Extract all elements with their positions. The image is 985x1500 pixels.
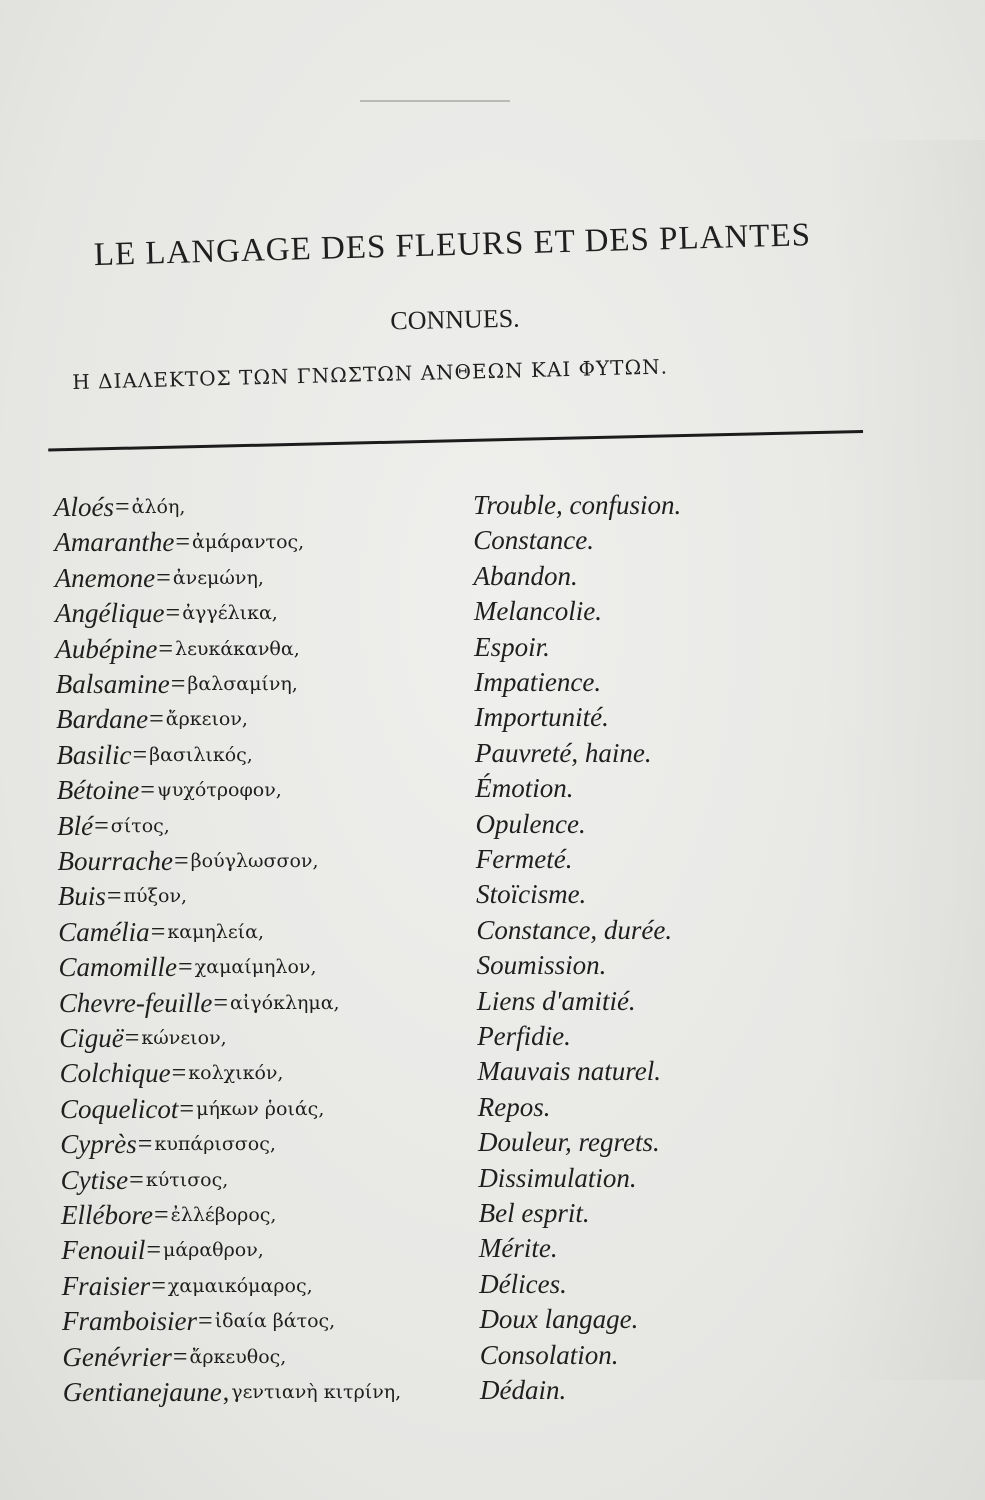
flower-term: Genévrier <box>62 1341 172 1372</box>
list-item <box>0 1091 985 1128</box>
flower-meaning: Constance. <box>473 525 595 556</box>
flower-meaning: Trouble, confusion. <box>473 490 682 520</box>
greek-name: χαμαίμηλον, <box>194 956 317 979</box>
flower-meaning: Liens d'amitié. <box>476 985 636 1016</box>
flower-term: Bourrache <box>57 846 173 876</box>
list-item <box>0 914 985 951</box>
greek-title: Η ΔΙΑΛΕΚΤΟΣ ΤΩΝ ΓΝΩΣΤΩΝ ΑΝΘΕΩΝ ΚΑΙ ΦΥΤΩΝ. <box>72 354 669 394</box>
flower-meaning: Délices. <box>479 1268 567 1299</box>
flower-term: Coquelicot <box>59 1093 179 1124</box>
list-item <box>0 1129 985 1163</box>
greek-name: λευκάκανθα, <box>175 637 300 660</box>
greek-name: ἄρκευθος, <box>189 1345 287 1368</box>
equals-sign: = <box>156 562 171 592</box>
flower-term: Camomille <box>58 952 178 983</box>
page-title: LE LANGAGE DES FLEURS ET DES PLANTES <box>93 217 812 274</box>
greek-name: αἰγόκλημα, <box>230 991 340 1014</box>
flower-meaning: Fermeté. <box>475 844 573 874</box>
equals-sign: = <box>179 1093 195 1123</box>
flower-meaning: Opulence. <box>475 808 586 839</box>
flower-meaning: Espoir. <box>474 631 550 662</box>
list-item <box>0 631 985 668</box>
flower-meaning: Dissimulation. <box>478 1162 637 1193</box>
greek-name: σίτος, <box>110 814 170 837</box>
list-item <box>0 492 985 526</box>
flower-term: Aloés <box>54 492 114 522</box>
list-item <box>0 560 985 597</box>
flower-meaning: Émotion. <box>475 773 574 804</box>
equals-sign: = <box>106 881 122 911</box>
greek-name: ἰδαία βάτος, <box>214 1310 336 1333</box>
list-item <box>0 1339 985 1376</box>
list-item <box>0 952 985 986</box>
greek-name: μήκων ῥοιάς, <box>196 1097 325 1120</box>
flower-term: Camélia <box>58 916 150 947</box>
equals-sign: = <box>137 1129 153 1159</box>
greek-name: ἀνεμώνη, <box>172 566 264 589</box>
flower-term: Framboisier <box>62 1306 198 1337</box>
list-item <box>0 1058 985 1092</box>
list-item <box>0 704 985 738</box>
equals-sign: = <box>158 633 174 663</box>
equals-sign: = <box>151 1270 166 1300</box>
flower-meaning: Constance, durée. <box>476 914 673 945</box>
greek-name: πύξον, <box>123 885 188 908</box>
flower-term: Aubépine <box>55 633 158 664</box>
equals-sign: = <box>140 775 155 805</box>
flower-meaning: Soumission. <box>476 950 607 981</box>
greek-name: βαλσαμίνη, <box>187 673 298 695</box>
flower-term: Blé <box>57 810 94 841</box>
greek-name: ψυχότροφον, <box>156 779 282 802</box>
flower-term: Balsamine <box>55 669 170 699</box>
equals-sign: = <box>170 669 186 698</box>
equals-sign: = <box>178 952 193 982</box>
equals-sign: = <box>213 987 228 1017</box>
equals-sign: , <box>222 1377 230 1406</box>
list-item <box>0 669 985 703</box>
flower-term: Angélique <box>55 598 165 629</box>
equals-sign: = <box>175 527 190 557</box>
greek-name: κώνειον, <box>141 1027 227 1049</box>
equals-sign: = <box>165 598 181 628</box>
list-item <box>0 1377 985 1411</box>
list-item <box>0 527 985 561</box>
greek-name: κολχικόν, <box>188 1062 284 1085</box>
list-item <box>0 808 985 845</box>
equals-sign: = <box>173 846 189 875</box>
equals-sign: = <box>115 492 130 521</box>
flower-meaning: Repos. <box>477 1091 551 1122</box>
equals-sign: = <box>129 1164 144 1194</box>
greek-name: ἀλόη, <box>131 496 186 518</box>
flower-meaning: Bel esprit. <box>478 1198 590 1228</box>
flower-meaning: Consolation. <box>479 1339 619 1370</box>
flower-term: Colchique <box>59 1058 171 1089</box>
flower-term: Amaranthe <box>54 527 175 558</box>
greek-name: ἄρκειον, <box>165 708 248 731</box>
flower-meaning: Pauvreté, haine. <box>474 737 652 768</box>
equals-sign: = <box>171 1058 187 1088</box>
flower-meaning: Abandon. <box>473 560 578 591</box>
flower-term: Anemone <box>54 562 156 593</box>
list-item <box>0 1235 985 1269</box>
list-item <box>0 1023 985 1057</box>
list-item <box>0 1162 985 1199</box>
flower-term: Cytise <box>60 1164 129 1195</box>
flower-meaning: Stoïcisme. <box>476 879 587 910</box>
flower-term: Bétoine <box>56 775 140 806</box>
flower-meaning: Douleur, regrets. <box>478 1127 660 1158</box>
flower-term: Chevre-feuille <box>58 987 213 1018</box>
list-item <box>0 737 985 774</box>
equals-sign: = <box>172 1341 188 1371</box>
list-item <box>0 775 985 809</box>
greek-name: κυπάρισσος, <box>154 1133 276 1156</box>
greek-name: κύτισος, <box>145 1168 229 1191</box>
greek-name: βούγλωσσον, <box>190 850 319 872</box>
flower-term: Fenouil <box>61 1235 146 1266</box>
greek-name: ἀγγέλικα, <box>182 602 278 625</box>
flower-term: Ellébore <box>61 1200 153 1230</box>
greek-name: ἐλλέβορος, <box>170 1204 277 1226</box>
flower-term: Buis <box>57 881 106 912</box>
equals-sign: = <box>198 1306 213 1336</box>
flower-term: Fraisier <box>61 1270 151 1301</box>
flower-term: Cyprès <box>60 1129 137 1160</box>
flower-term: Gentianejaune <box>62 1377 222 1407</box>
greek-name: μάραθρον, <box>163 1239 264 1262</box>
list-item <box>0 598 985 632</box>
flower-meaning: Mauvais naturel. <box>477 1056 661 1087</box>
list-item <box>0 881 985 915</box>
list-item <box>0 1200 985 1234</box>
greek-name: ἀμάραντος, <box>192 531 305 554</box>
flower-meaning: Mérite. <box>478 1233 558 1264</box>
list-item <box>0 846 985 880</box>
flower-meaning: Doux langage. <box>479 1304 639 1335</box>
equals-sign: = <box>94 810 109 840</box>
greek-name: βασιλικός, <box>149 743 253 766</box>
equals-sign: = <box>132 739 148 769</box>
list-item <box>0 985 985 1022</box>
equals-sign: = <box>149 704 164 734</box>
flower-term: Ciguë <box>59 1023 124 1053</box>
equals-sign: = <box>153 1200 169 1229</box>
flower-meaning: Impatience. <box>474 667 602 697</box>
list-item <box>0 1306 985 1340</box>
flower-meaning: Melancolie. <box>473 596 603 627</box>
greek-name: καμηλεία, <box>167 920 265 943</box>
flower-meaning: Perfidie. <box>477 1021 571 1051</box>
flower-meaning: Dédain. <box>480 1375 567 1405</box>
page-subtitle: CONNUES. <box>390 303 520 336</box>
flower-meaning: Importunité. <box>474 702 609 733</box>
flower-term: Basilic <box>56 739 132 770</box>
equals-sign: = <box>146 1235 161 1265</box>
greek-name: χαμαικόμαρος, <box>167 1274 313 1297</box>
equals-sign: = <box>124 1023 140 1052</box>
list-item <box>0 1268 985 1305</box>
equals-sign: = <box>150 916 166 946</box>
greek-name: γεντιανὴ κιτρίνη, <box>231 1381 402 1403</box>
flower-term: Bardane <box>56 704 149 735</box>
